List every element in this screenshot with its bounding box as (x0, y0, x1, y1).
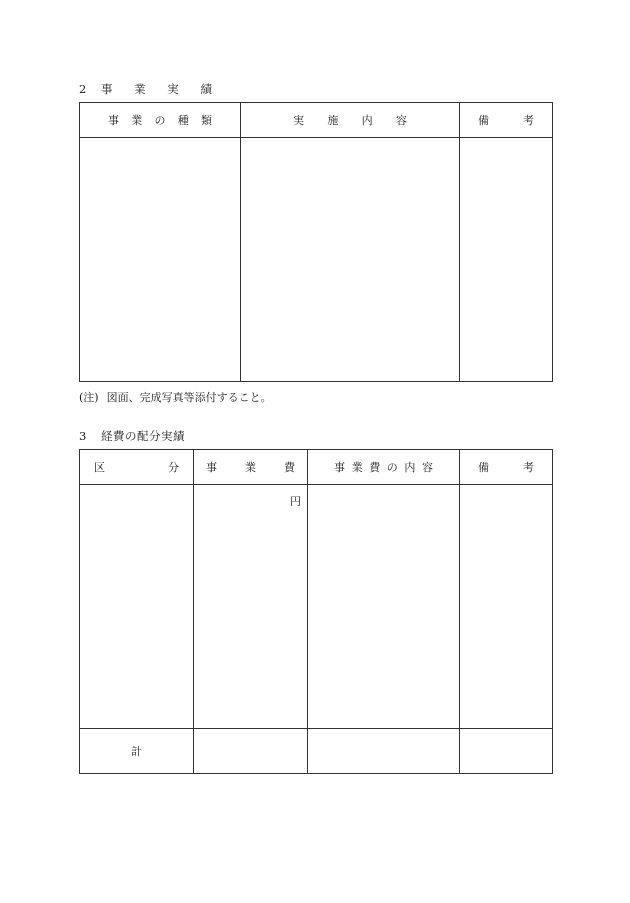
table-total-row (80, 729, 553, 774)
header-remarks: 備 考 (460, 450, 553, 485)
section-2-title: 事 業 実 績 (100, 82, 221, 96)
yen-unit-label: 円 (290, 495, 301, 508)
section-2-number: 2 (79, 82, 87, 96)
header-remarks: 備 考 (460, 103, 553, 138)
cell-remarks[interactable] (460, 485, 553, 729)
cell-total-cost[interactable] (194, 729, 308, 774)
cell-business-type[interactable] (80, 138, 241, 382)
note-text: 図面、完成写真等添付すること。 (106, 391, 272, 404)
header-category: 区 分 (80, 450, 194, 485)
cell-business-cost[interactable] (194, 485, 308, 729)
cell-category[interactable] (80, 485, 194, 729)
table-header-row (80, 103, 553, 138)
attachment-note (79, 389, 272, 405)
cell-remarks[interactable] (460, 138, 553, 382)
note-tag: (注) (79, 391, 99, 404)
cell-cost-detail[interactable] (308, 485, 460, 729)
business-results-table (79, 102, 553, 382)
cell-total-remarks[interactable] (460, 729, 553, 774)
table-body-row (80, 138, 553, 382)
header-business-type: 事 業 の 種 類 (80, 103, 241, 138)
header-business-cost: 事 業 費 (194, 450, 308, 485)
table-header-row (80, 450, 553, 485)
cell-total-detail[interactable] (308, 729, 460, 774)
header-implementation-content: 実 施 内 容 (241, 103, 460, 138)
cell-implementation-content[interactable] (241, 138, 460, 382)
section-3-title: 経費の配分実績 (100, 429, 185, 443)
total-label: 計 (80, 729, 194, 774)
section-2-heading (79, 81, 221, 97)
cost-allocation-table (79, 449, 553, 774)
header-cost-detail: 事 業 費 の 内 容 (308, 450, 460, 485)
section-3-heading (79, 428, 185, 444)
table-body-row (80, 485, 553, 729)
section-3-number: 3 (79, 429, 87, 443)
